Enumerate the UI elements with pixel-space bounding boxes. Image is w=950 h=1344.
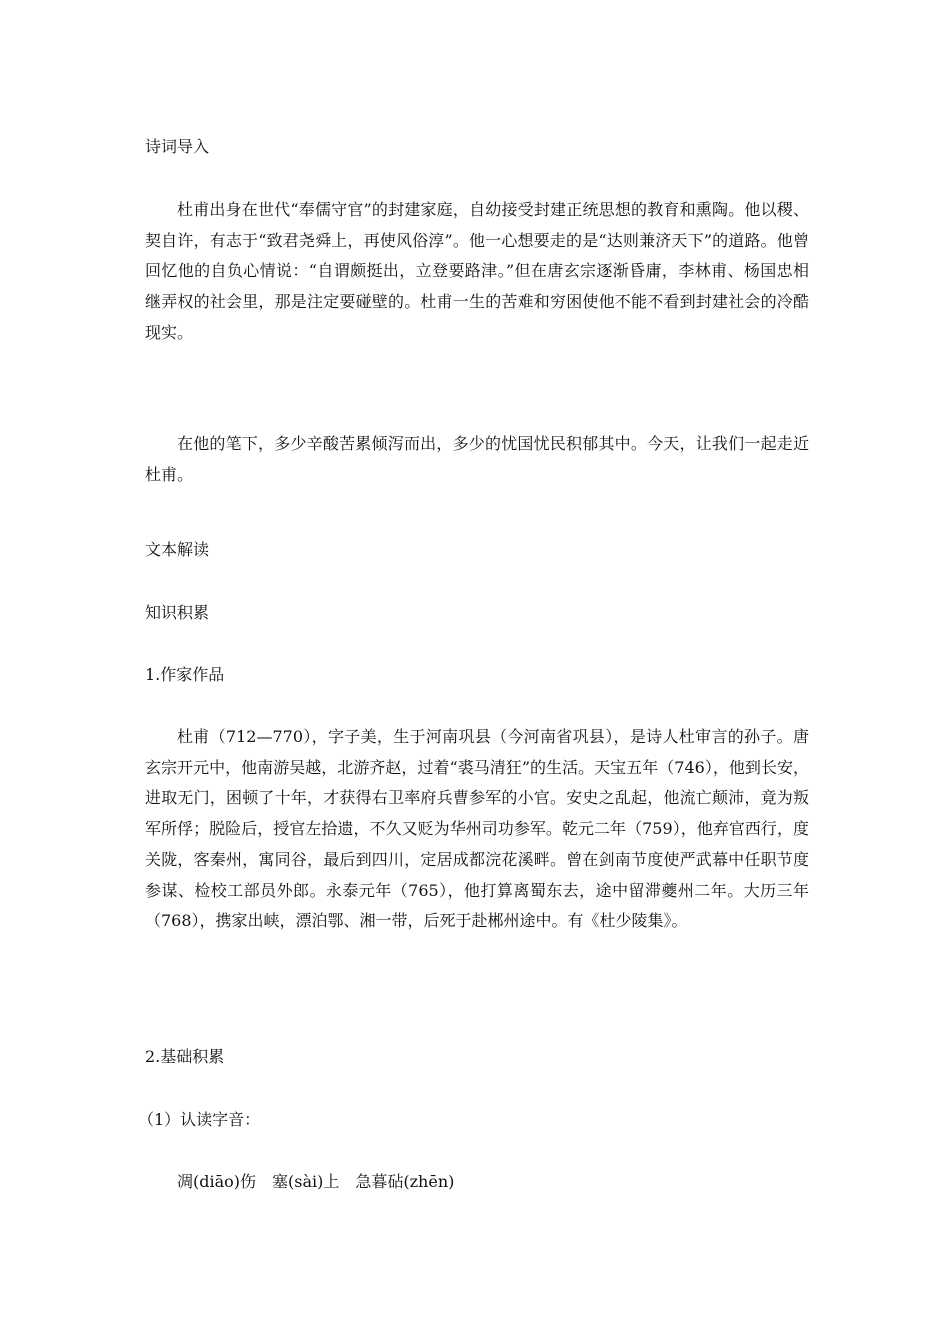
subsection-heading-basics: 2.基础积累	[145, 1047, 225, 1066]
pronunciation-heading: （1）认读字音：	[138, 1110, 261, 1129]
intro-paragraph-1: 杜甫出身在世代“奉儒守官”的封建家庭，自幼接受封建正统思想的教育和熏陶。他以稷、契自许，有志于“致君尧舜上，再使风俗淳”。他一心想要走的是“达则兼济天下”的道路。他曾回忆他的自负心情说：“自谓颇挺出，立登要路津。”但在唐玄宗逐渐昏庸，李林甫、杨国忠相继弄权的社会里，那是注定要碰壁的。杜甫一生的苦难和穷困使他不能不看到封建社会的冷酷现实。	[145, 200, 809, 342]
author-paragraph: 杜甫（712—770），字子美，生于河南巩县（今河南省巩县），是诗人杜审言的孙子。唐玄宗开元中，他南游吴越，北游齐赵，过着“裘马清狂”的生活。天宝五年（746），他到长安，进取无门，困顿了十年，才获得右卫率府兵曹参军的小官。安史之乱起，他流亡颠沛，竟为叛军所俘；脱险后，授官左拾遗，不久又贬为华州司功参军。乾元二年（759），他弃官西行，度关陇，客秦州，寓同谷，最后到四川，定居成都浣花溪畔。曾在剑南节度使严武幕中任职节度参谋、检校工部员外郎。永泰元年（765），他打算离蜀东去，途中留滞夔州二年。大历三年（768），携家出峡，漂泊鄂、湘一带，后死于赴郴州途中。有《杜少陵集》。	[145, 727, 809, 931]
section-heading-intro: 诗词导入	[145, 137, 210, 156]
subsection-heading-author: 1.作家作品	[145, 665, 225, 684]
pronunciation-line: 凋(diāo)伤 塞(sài)上 急暮砧(zhēn)	[177, 1172, 455, 1191]
section-heading-reading: 文本解读	[145, 540, 210, 559]
section-heading-knowledge: 知识积累	[145, 603, 210, 622]
intro-paragraph-2: 在他的笔下，多少辛酸苦累倾泻而出，多少的忧国忧民积郁其中。今天，让我们一起走近杜甫。	[145, 434, 809, 484]
